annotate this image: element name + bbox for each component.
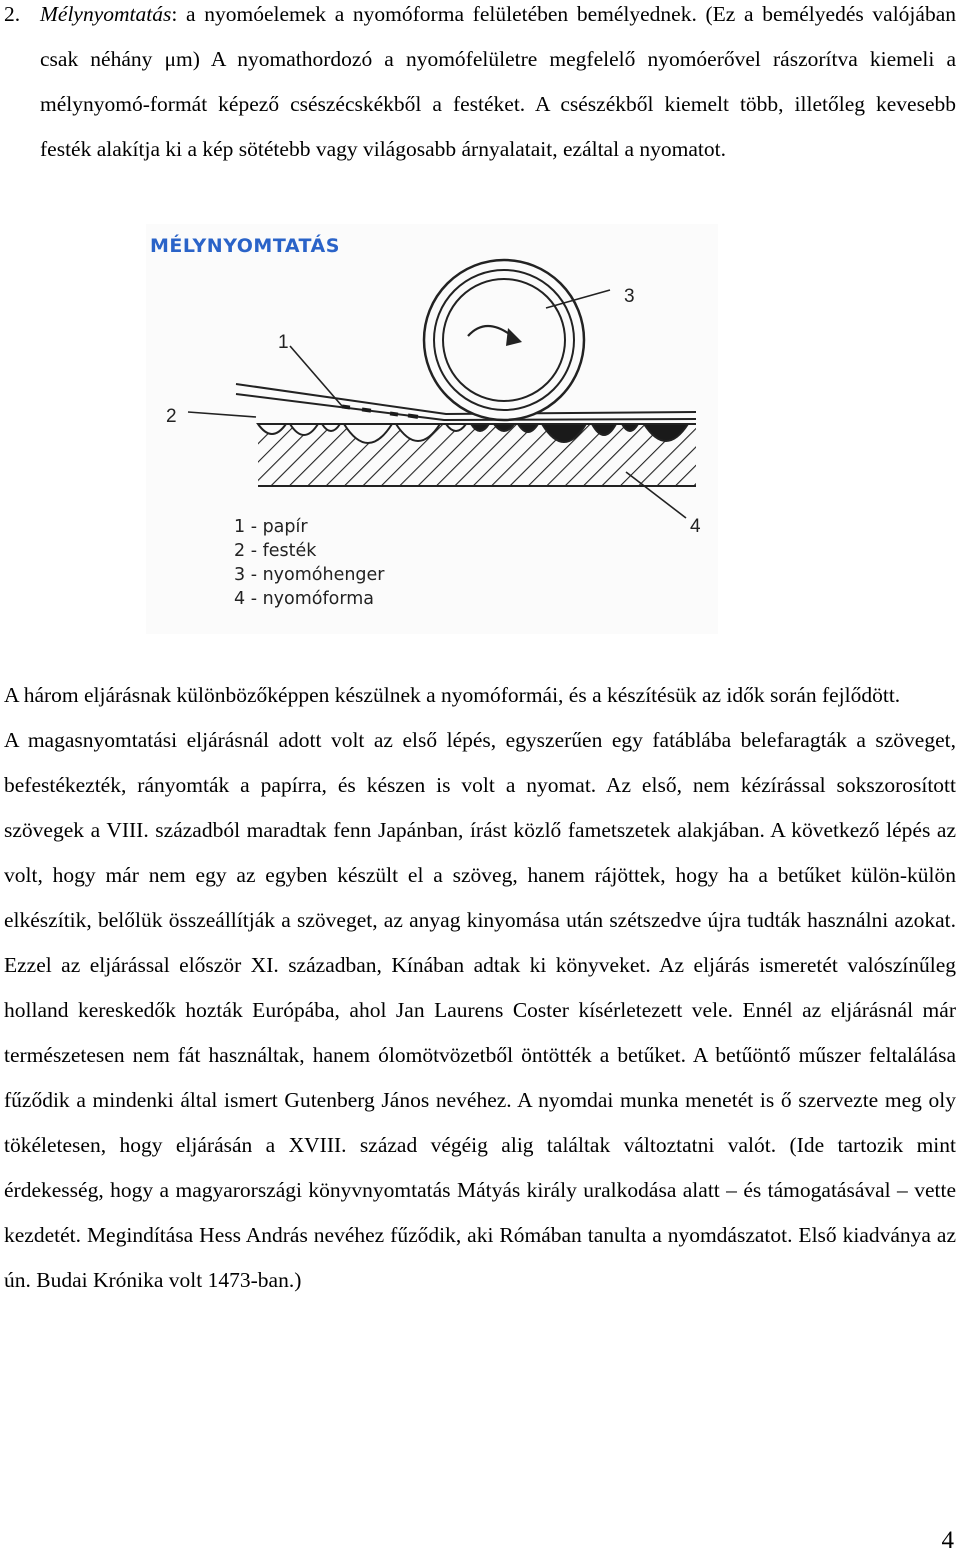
callout-1: 1 bbox=[278, 332, 289, 353]
list-term: Mélynyomtatás bbox=[40, 2, 172, 26]
callout-2: 2 bbox=[166, 406, 177, 427]
callout-4: 4 bbox=[690, 516, 701, 537]
legend-item: 2 - festék bbox=[234, 541, 317, 561]
page-number: 4 bbox=[941, 1527, 954, 1554]
legend-item: 1 - papír bbox=[234, 517, 308, 537]
list-item-body bbox=[40, 0, 956, 172]
paragraph: A magasnyomtatási eljárásnál adott volt az első lépés, egyszerűen egy fatáblába belefaragták a szöveget, befestékezték, rányomták a papírra, és készen is volt a nyomat. Az első, nem kézírással sokszorosított szövegek a VIII. századból maradtak fenn Japánban, írást közlő fametszetek alakjában. A következő lépés az volt, hogy már nem egy az egyben készült el a szöveg, hanem rájöttek, hogy ha a betűket külön-külön elkészítik, belőlük összeállítják a szöveget, az anyag kinyomása után szétszedve újra tudták használni azokat. Ezzel az eljárással először XI. században, Kínában adtak ki könyveket. Az eljárás ismeretét valószínűleg holland kereskedők hozták Európába, ahol Jan Laurens Coster kísérletezett vele. Ennél az eljárásnál már természetesen nem fát használtak, hanem ólomötvözetből öntötték a betűket. A betűöntő műszer feltalálása fűződik a mindenki által ismert Gutenberg János nevéhez. A nyomdai munka menetét is ő szervezte meg oly tökéletesen, hogy eljárásán a XVIII. század végéig alig találtak változtatni valót. (Ide tartozik mint érdekesség, hogy a magyarországi könyvnyomtatás Mátyás király uralkodása alatt – és támogatásával – vette kezdetét. Megindítása Hess András nevéhez fűződik, aki Rómában tanulta a nyomdászatot. Első kiadványa az ún. Budai Krónika volt 1473-ban.) bbox=[4, 728, 956, 1292]
callout-3: 3 bbox=[624, 286, 635, 307]
diagram-legend bbox=[234, 517, 385, 609]
body-text bbox=[4, 673, 956, 1303]
list-number: 2. bbox=[4, 2, 21, 26]
impression-cylinder bbox=[424, 260, 584, 420]
paragraph: A három eljárásnak különbözőképpen készülnek a nyomóformái, és a készítésük az idők során fejlődött. bbox=[4, 683, 901, 707]
intaglio-diagram bbox=[146, 224, 718, 634]
diagram-title: MÉLYNYOMTATÁS bbox=[150, 235, 340, 257]
diagram-svg bbox=[146, 224, 718, 634]
legend-item: 4 - nyomóforma bbox=[234, 589, 375, 609]
list-item-intaglio bbox=[4, 0, 956, 172]
list-item-text: : a nyomóelemek a nyomóforma felületében bemélyednek. (Ez a bemélyedés valójában csak néhány μm) A nyomathordozó a nyomófelületre megfelelő nyomóerővel rászorítva kiemeli a mélynyomó-formát képező csészécskékből a festéket. A csészékből kiemelt több, illetőleg kevesebb festék alakítja ki a kép sötétebb vagy világosabb árnyalatait, ezáltal a nyomatot. bbox=[40, 2, 956, 161]
legend-item: 3 - nyomóhenger bbox=[234, 565, 385, 585]
